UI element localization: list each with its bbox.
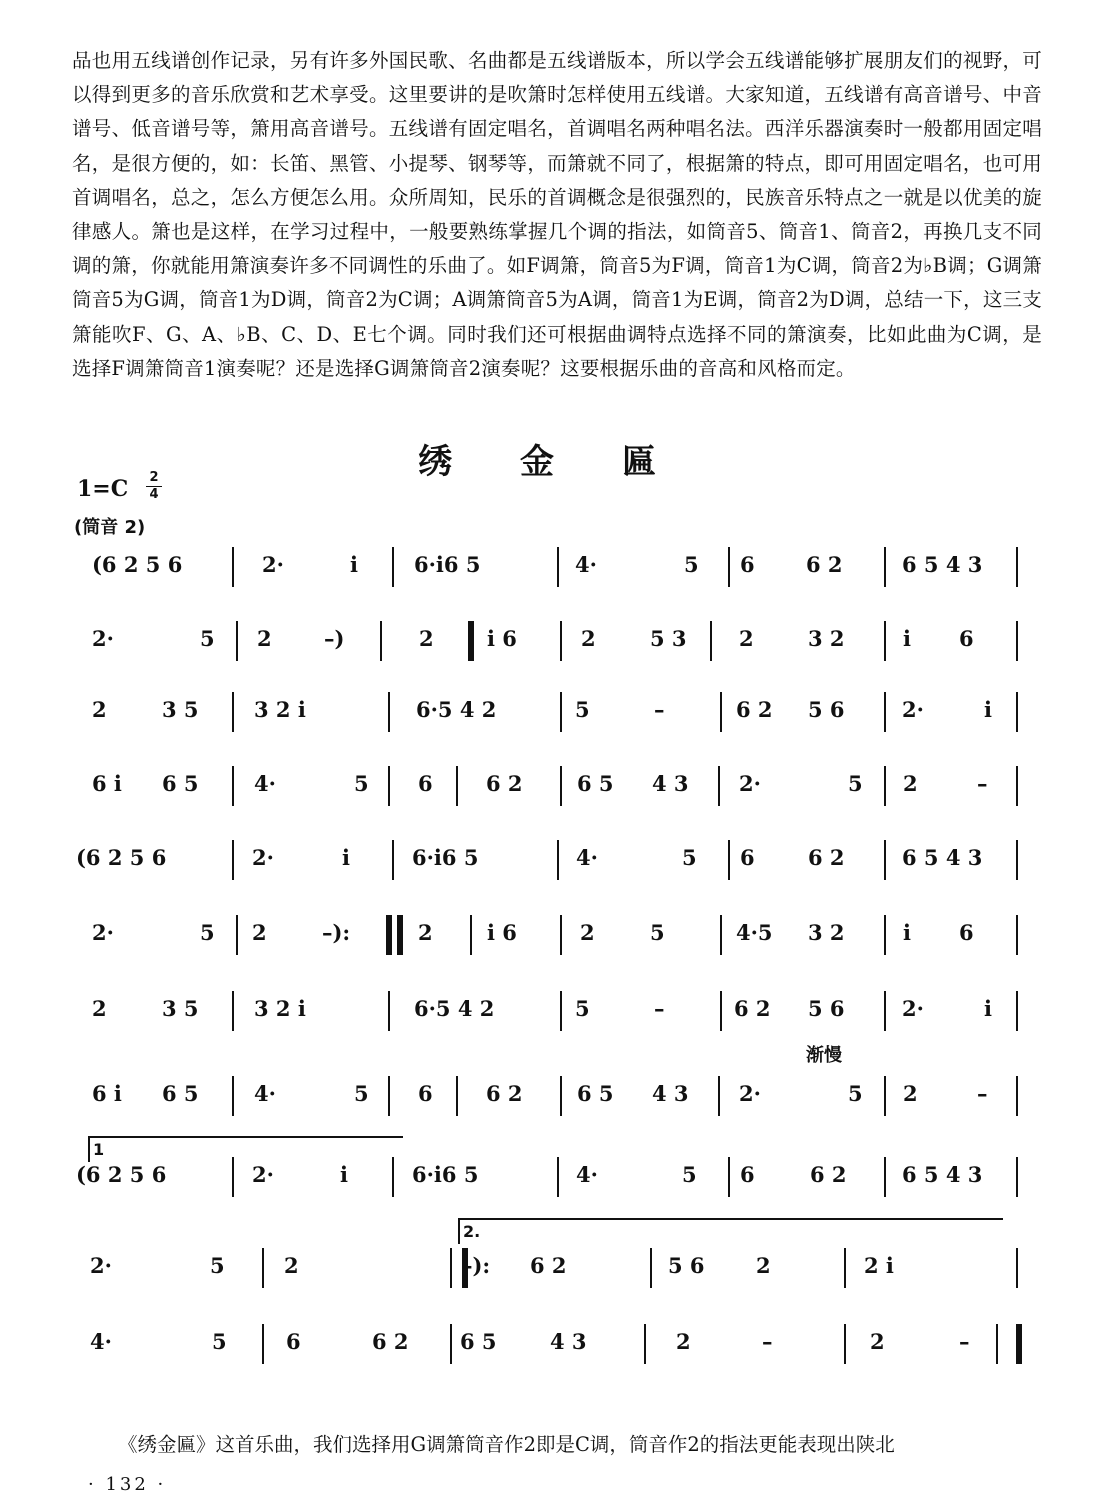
- bar-line: [236, 621, 238, 661]
- note-group: 6·5 4 2: [416, 697, 497, 722]
- bar-line: [884, 991, 886, 1031]
- score-row: [72, 553, 1032, 613]
- score-row: [72, 997, 1032, 1057]
- bar-line: [718, 766, 720, 806]
- note-group: 6 2: [486, 771, 523, 796]
- bar-line: [720, 915, 722, 955]
- note-group: 2: [92, 697, 107, 722]
- note-group: 5: [575, 996, 590, 1021]
- intro-paragraph: 品也用五线谱创作记录，另有许多外国民歌、名曲都是五线谱版本，所以学会五线谱能够扩展朋友们的视野，可以得到更多的音乐欣赏和艺术享受。这里要讲的是吹箫时怎样使用五线谱。大家知道，五线谱有高音谱号、中音谱号、低音谱号等，箫用高音谱号。五线谱有固定唱名，首调唱名两种唱名法。西洋乐器演奏时一般都用固定唱名，是很方便的，如：长笛、黑管、小提琴、钢琴等，而箫就不同了，根据箫的特点，即可用固定唱名，也可用首调唱名，总之，怎么方便怎么用。众所周知，民乐的首调概念是很强烈的，民族音乐特点之一就是以优美的旋律感人。箫也是这样，在学习过程中，一般要熟练掌握几个调的指法，如筒音5、筒音1、筒音2，再换几支不同调的箫，你就能用箫演奏许多不同调性的乐曲了。如F调箫，筒音5为F调，筒音1为C调，筒音2为♭B调；G调箫筒音5为G调，筒音1为D调，筒音2为C调；A调箫筒音5为A调，筒音1为E调，筒音2为D调，总结一下，这三支箫能吹F、G、A、♭B、C、D、E七个调。同时我们还可根据曲调特点选择不同的箫演奏，比如此曲为C调，是选择F调箫筒音1演奏呢？还是选择G调箫筒音2演奏呢？这要根据乐曲的音高和风格而定。: [72, 49, 1042, 380]
- note-group: 4·5: [736, 920, 773, 945]
- note-group: (6 2 5 6: [92, 552, 183, 577]
- bar-line: [557, 840, 559, 880]
- note-group: 2: [581, 626, 596, 651]
- bar-line: [644, 1324, 646, 1364]
- bar-line: [392, 547, 394, 587]
- note-group: (6 2 5 6: [76, 845, 167, 870]
- bar-line: [560, 1076, 562, 1116]
- note-group: 4·: [576, 1162, 598, 1187]
- score-row: [72, 921, 1032, 981]
- bar-line: [884, 1076, 886, 1116]
- score-row: [72, 627, 1032, 687]
- bar-line: [388, 766, 390, 806]
- note-group: 6 5 4 3: [902, 1162, 983, 1187]
- note-group: 5: [354, 771, 369, 796]
- score-row: [72, 698, 1032, 758]
- note-group: 2·: [739, 1081, 761, 1106]
- bar-line: [380, 621, 382, 661]
- note-group: 6: [740, 552, 755, 577]
- bar-line: [557, 1157, 559, 1197]
- note-group: –):: [462, 1253, 491, 1278]
- bar-line: [232, 1076, 234, 1116]
- bar-line: [1016, 1157, 1018, 1197]
- bar-line: [884, 1157, 886, 1197]
- bar-line: [1016, 1248, 1018, 1288]
- bar-line: [884, 915, 886, 955]
- note-group: 6 5 4 3: [902, 552, 983, 577]
- note-group: 6·i6 5: [414, 552, 481, 577]
- note-group: 5: [200, 920, 215, 945]
- score-row: [72, 1254, 1032, 1314]
- note-group: 2: [870, 1329, 885, 1354]
- note-group: 6 5: [577, 1081, 614, 1106]
- note-group: 6 2: [486, 1081, 523, 1106]
- bar-line: [1016, 991, 1018, 1031]
- note-group: 2 i: [864, 1253, 894, 1278]
- note-group: 3 5: [162, 996, 199, 1021]
- bar-line: [884, 840, 886, 880]
- note-group: i: [903, 920, 911, 945]
- bar-line: [1016, 1324, 1022, 1364]
- bar-line: [450, 1248, 452, 1288]
- note-group: 6·5 4 2: [414, 996, 495, 1021]
- note-group: i: [903, 626, 911, 651]
- bar-line: [728, 1157, 730, 1197]
- bar-line: [1016, 1076, 1018, 1116]
- bar-line: [468, 621, 474, 661]
- note-group: 2·: [90, 1253, 112, 1278]
- bar-line: [557, 547, 559, 587]
- note-group: i 6: [487, 920, 517, 945]
- note-group: 2·: [902, 996, 924, 1021]
- note-group: 5 6: [808, 697, 845, 722]
- note-group: 6 5: [460, 1329, 497, 1354]
- note-group: 4·: [254, 771, 276, 796]
- note-group: 6 2: [736, 697, 773, 722]
- bar-line: [884, 621, 886, 661]
- footer-text: 《绣金匾》这首乐曲，我们选择用G调箫筒音作2即是C调，筒音作2的指法更能表现出陕北: [118, 1433, 895, 1456]
- bar-line: [720, 692, 722, 732]
- bar-line: [718, 1076, 720, 1116]
- note-group: 2: [676, 1329, 691, 1354]
- note-group: 6: [740, 1162, 755, 1187]
- note-group: 3 2 i: [254, 996, 306, 1021]
- note-group: i: [342, 845, 350, 870]
- note-group: –):: [322, 920, 351, 945]
- bar-line: [450, 1324, 452, 1364]
- note-group: 4·: [575, 552, 597, 577]
- note-group: 6: [959, 920, 974, 945]
- bar-line: [560, 766, 562, 806]
- note-group: 3 2 i: [254, 697, 306, 722]
- note-group: 4 3: [652, 1081, 689, 1106]
- bar-line: [388, 991, 390, 1031]
- time-signature-top: 2: [149, 470, 159, 485]
- note-group: 5: [575, 697, 590, 722]
- note-group: 5: [682, 1162, 697, 1187]
- note-group: 5 6: [808, 996, 845, 1021]
- note-group: 6 5 4 3: [902, 845, 983, 870]
- note-group: 2·: [739, 771, 761, 796]
- note-group: 2: [257, 626, 272, 651]
- note-group: 6 2: [372, 1329, 409, 1354]
- note-group: 5: [682, 845, 697, 870]
- bar-line: [470, 915, 472, 955]
- bar-line: [262, 1324, 264, 1364]
- note-group: 3 5: [162, 697, 199, 722]
- note-group: –: [977, 771, 988, 796]
- note-group: 4·: [254, 1081, 276, 1106]
- note-group: 5: [848, 1081, 863, 1106]
- note-group: i: [340, 1162, 348, 1187]
- first-ending-bracket: 1: [88, 1136, 403, 1162]
- bar-line: [710, 621, 712, 661]
- bar-line: [462, 1248, 468, 1288]
- note-group: 5 3: [650, 626, 687, 651]
- bar-line: [996, 1324, 998, 1364]
- key-signature: 1=C: [77, 476, 129, 502]
- note-group: 4 3: [652, 771, 689, 796]
- note-group: 2: [419, 626, 434, 651]
- second-ending-bracket: 2.: [458, 1218, 1003, 1244]
- note-group: –: [762, 1329, 773, 1354]
- bar-line: [728, 840, 730, 880]
- note-group: 5: [684, 552, 699, 577]
- bar-line: [884, 766, 886, 806]
- note-group: 2·: [92, 626, 114, 651]
- bar-line: [1016, 547, 1018, 587]
- note-group: 6 5: [162, 1081, 199, 1106]
- bar-line: [884, 692, 886, 732]
- note-group: 2·: [262, 552, 284, 577]
- note-group: 2: [284, 1253, 299, 1278]
- score-row: [72, 772, 1032, 832]
- score-row: [72, 1330, 1032, 1390]
- note-group: 2: [739, 626, 754, 651]
- note-group: 2: [580, 920, 595, 945]
- note-group: 2·: [252, 1162, 274, 1187]
- bar-line: [236, 915, 238, 955]
- bar-line: [392, 1157, 394, 1197]
- bar-line: [844, 1248, 846, 1288]
- note-group: i: [350, 552, 358, 577]
- note-group: 5: [650, 920, 665, 945]
- bar-line: [456, 766, 458, 806]
- note-group: 6 2: [808, 845, 845, 870]
- bar-line: [728, 547, 730, 587]
- note-group: 6·i6 5: [412, 1162, 479, 1187]
- note-group: 5: [212, 1329, 227, 1354]
- tempo-marking: 渐慢: [806, 1045, 842, 1066]
- bar-line: [560, 692, 562, 732]
- note-group: 2: [903, 771, 918, 796]
- note-group: 5: [354, 1081, 369, 1106]
- note-group: 6: [959, 626, 974, 651]
- bar-line: [388, 692, 390, 732]
- note-group: 2: [92, 996, 107, 1021]
- note-group: 2: [756, 1253, 771, 1278]
- score-row: [72, 1082, 1032, 1142]
- note-group: 2: [418, 920, 433, 945]
- bar-line: [560, 991, 562, 1031]
- score-row: [72, 846, 1032, 906]
- note-group: 6 2: [530, 1253, 567, 1278]
- note-group: i: [984, 697, 992, 722]
- score-row: [72, 1163, 1032, 1223]
- bar-line: [844, 1324, 846, 1364]
- note-group: 5 6: [668, 1253, 705, 1278]
- bar-line: [560, 621, 562, 661]
- piece-title: 绣 金 匾: [418, 442, 684, 482]
- note-group: 6: [418, 1081, 433, 1106]
- bar-line: [232, 692, 234, 732]
- bar-line: [650, 1248, 652, 1288]
- note-group: –: [977, 1081, 988, 1106]
- note-group: –): [324, 626, 345, 651]
- bar-line: [232, 766, 234, 806]
- bar-line: [232, 1157, 234, 1197]
- pipe-note-indication: (筒音 2): [74, 517, 146, 538]
- bar-line: [397, 915, 403, 955]
- note-group: 4 3: [550, 1329, 587, 1354]
- note-group: 2: [903, 1081, 918, 1106]
- note-group: (6 2 5 6: [76, 1162, 167, 1187]
- note-group: 6 i: [92, 1081, 122, 1106]
- note-group: 6 5: [162, 771, 199, 796]
- note-group: 5: [848, 771, 863, 796]
- note-group: 6 2: [810, 1162, 847, 1187]
- note-group: 6 2: [806, 552, 843, 577]
- bar-line: [386, 915, 392, 955]
- note-group: 2: [252, 920, 267, 945]
- note-group: i: [984, 996, 992, 1021]
- note-group: 6 5: [577, 771, 614, 796]
- bar-line: [456, 1076, 458, 1116]
- note-group: 4·: [90, 1329, 112, 1354]
- note-group: 6 i: [92, 771, 122, 796]
- note-group: –: [654, 996, 665, 1021]
- note-group: 6·i6 5: [412, 845, 479, 870]
- bar-line: [1016, 915, 1018, 955]
- note-group: 5: [200, 626, 215, 651]
- bar-line: [1016, 766, 1018, 806]
- bar-line: [392, 840, 394, 880]
- note-group: 6: [740, 845, 755, 870]
- note-group: 4·: [576, 845, 598, 870]
- bar-line: [1016, 840, 1018, 880]
- note-group: –: [654, 697, 665, 722]
- note-group: 2·: [902, 697, 924, 722]
- note-group: –: [959, 1329, 970, 1354]
- note-group: 6 2: [734, 996, 771, 1021]
- note-group: 3 2: [808, 920, 845, 945]
- time-signature-bottom: 4: [146, 486, 162, 503]
- bar-line: [1016, 621, 1018, 661]
- bar-line: [884, 547, 886, 587]
- bar-line: [232, 991, 234, 1031]
- bar-line: [232, 547, 234, 587]
- note-group: i 6: [487, 626, 517, 651]
- bar-line: [1016, 692, 1018, 732]
- bar-line: [560, 915, 562, 955]
- bar-line: [720, 991, 722, 1031]
- bar-line: [232, 840, 234, 880]
- note-group: 6: [286, 1329, 301, 1354]
- bar-line: [388, 1076, 390, 1116]
- page-number: · 132 ·: [88, 1474, 167, 1495]
- bar-line: [262, 1248, 264, 1288]
- note-group: 6: [418, 771, 433, 796]
- note-group: 2·: [252, 845, 274, 870]
- note-group: 3 2: [808, 626, 845, 651]
- note-group: 2·: [92, 920, 114, 945]
- note-group: 5: [210, 1253, 225, 1278]
